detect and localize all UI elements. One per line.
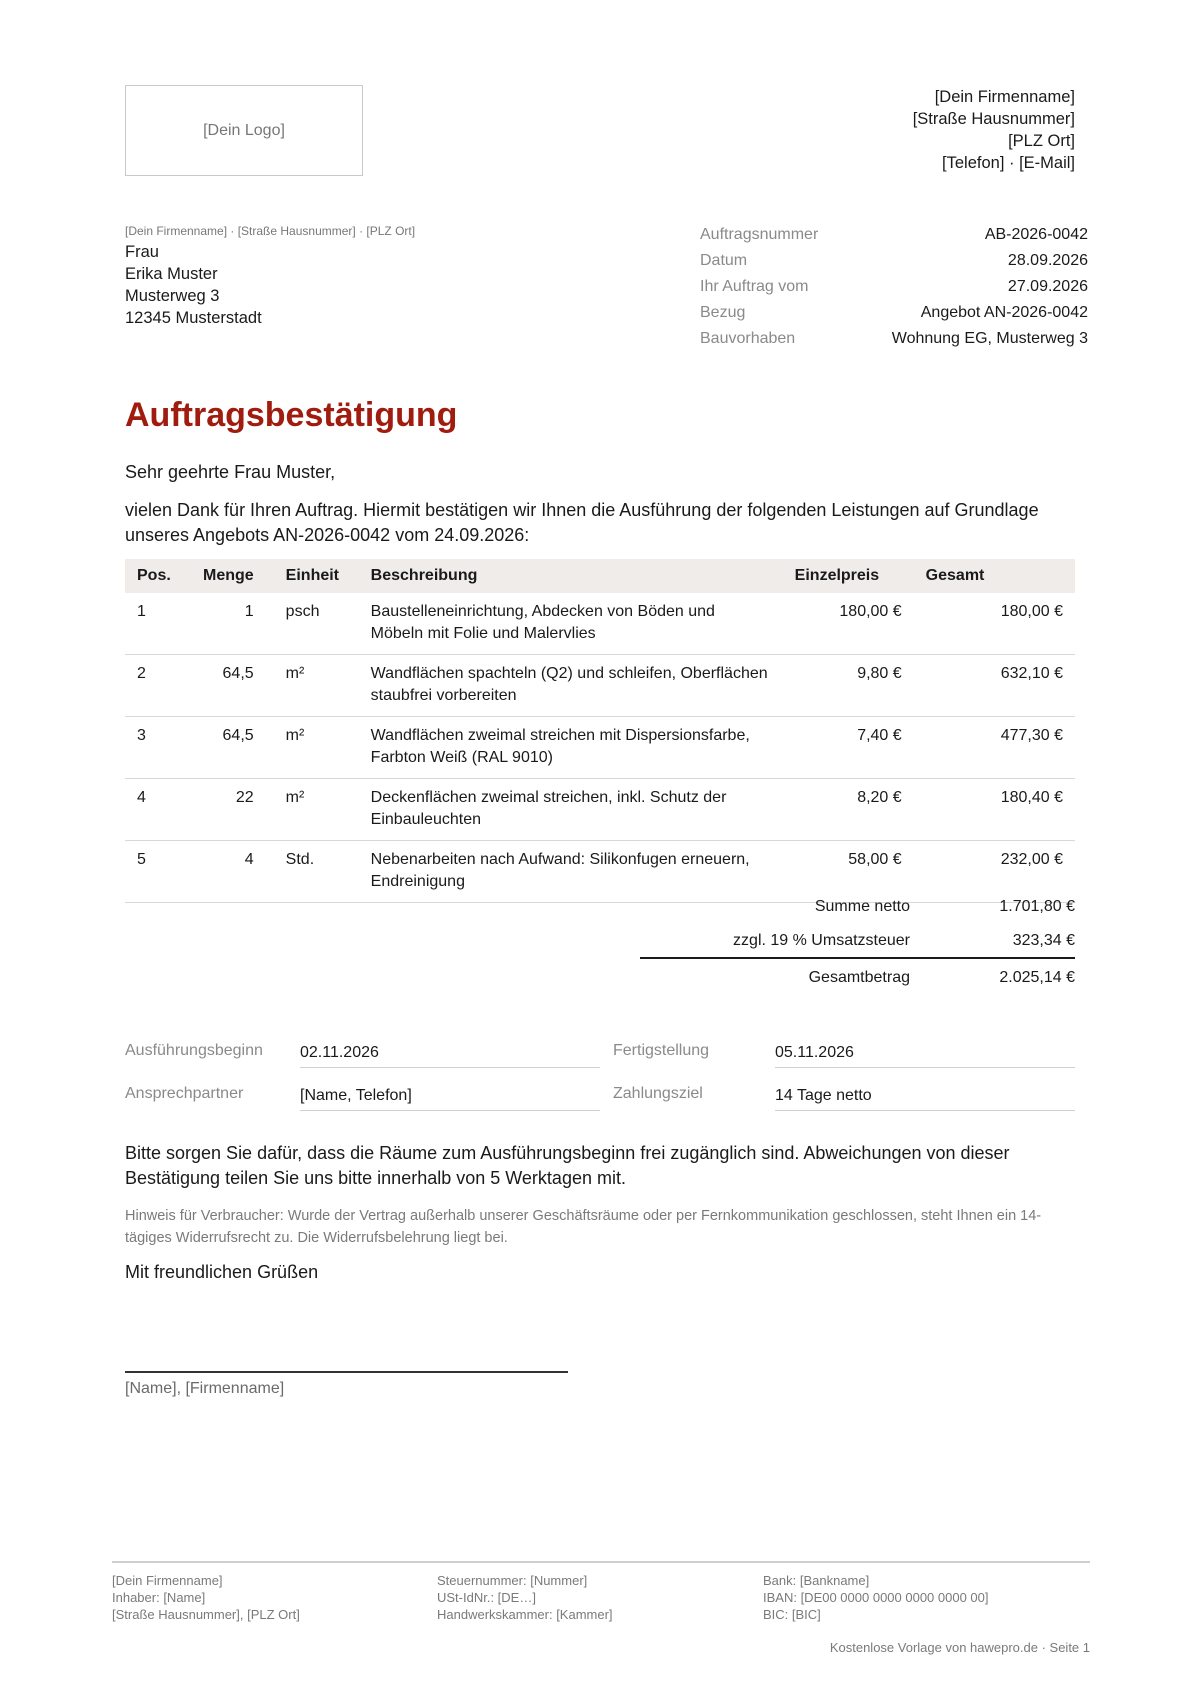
cell-menge: 64,5 xyxy=(191,717,266,779)
totals-net-value: 1.701,80 € xyxy=(999,898,1075,915)
footer-line: Handwerkskammer: [Kammer] xyxy=(437,1607,613,1622)
recipient-line: Musterweg 3 xyxy=(125,287,220,305)
items-table xyxy=(125,559,1075,903)
totals-tax-row xyxy=(640,930,1075,964)
cell-einheit: psch xyxy=(266,593,359,655)
totals-net-row xyxy=(640,896,1075,930)
totals-block xyxy=(640,896,1075,1001)
cell-gesamt: 232,00 € xyxy=(914,841,1075,903)
col-header-einheit: Einheit xyxy=(266,559,359,593)
meta-label: Datum xyxy=(700,252,748,269)
table-row xyxy=(125,841,1075,903)
cell-menge: 4 xyxy=(191,841,266,903)
cell-gesamt: 180,40 € xyxy=(914,779,1075,841)
meta-row-project xyxy=(700,328,1088,354)
meta-row-order-number xyxy=(700,224,1088,250)
cell-einzelpreis: 180,00 € xyxy=(783,593,914,655)
footer-line: Inhaber: [Name] xyxy=(112,1590,206,1605)
totals-net-label: Summe netto xyxy=(814,898,910,915)
intro-paragraph: vielen Dank für Ihren Auftrag. Hiermit bestätigen wir Ihnen die Ausführung der folgenden Leistungen auf Grundlage unseres Angebots AN-2026-0042 vom 24.09.2026: xyxy=(125,500,1039,545)
footer-divider xyxy=(112,1561,1090,1563)
greeting: Mit freundlichen Grüßen xyxy=(125,1262,319,1282)
payment-label: Zahlungsziel xyxy=(613,1085,703,1102)
details-row xyxy=(125,1036,1075,1079)
sender-line: [PLZ Ort] xyxy=(1008,132,1075,150)
payment-value: 14 Tage netto xyxy=(775,1079,1075,1111)
cell-einheit: m² xyxy=(266,655,359,717)
cell-gesamt: 632,10 € xyxy=(914,655,1075,717)
logo-placeholder-text: [Dein Logo] xyxy=(203,121,285,139)
cell-beschreibung: Baustelleneinrichtung, Abdecken von Böden und Möbeln mit Folie und Malervlies xyxy=(359,593,783,655)
finish-value: 05.11.2026 xyxy=(775,1036,1075,1068)
cell-gesamt: 180,00 € xyxy=(914,593,1075,655)
sender-line: [Telefon] · [E-Mail] xyxy=(942,154,1075,172)
footer-company xyxy=(112,1572,300,1623)
cell-einheit: m² xyxy=(266,779,359,841)
footer-bank xyxy=(763,1572,989,1623)
signature-line xyxy=(125,1371,568,1373)
contact-value: [Name, Telefon] xyxy=(300,1079,600,1111)
order-meta xyxy=(700,224,1088,354)
cell-einzelpreis: 8,20 € xyxy=(783,779,914,841)
cell-einzelpreis: 9,80 € xyxy=(783,655,914,717)
table-row xyxy=(125,779,1075,841)
totals-grand-row xyxy=(640,959,1075,1001)
meta-row-order-date xyxy=(700,276,1088,302)
footer-tax xyxy=(437,1572,613,1623)
document-title: Auftragsbestätigung xyxy=(125,396,458,434)
col-header-einzelpreis: Einzelpreis xyxy=(783,559,914,593)
meta-row-reference xyxy=(700,302,1088,328)
start-value: 02.11.2026 xyxy=(300,1036,600,1068)
cell-einheit: m² xyxy=(266,717,359,779)
footer-line: BIC: [BIC] xyxy=(763,1607,821,1622)
cell-beschreibung: Deckenflächen zweimal streichen, inkl. Schutz der Einbauleuchten xyxy=(359,779,783,841)
totals-grand-label: Gesamtbetrag xyxy=(808,969,910,986)
cell-gesamt: 477,30 € xyxy=(914,717,1075,779)
meta-value: Angebot AN-2026-0042 xyxy=(920,304,1088,321)
return-address-line: [Dein Firmenname] · [Straße Hausnummer] · [PLZ Ort] xyxy=(125,224,416,238)
meta-value: AB-2026-0042 xyxy=(984,226,1088,243)
recipient-line: 12345 Musterstadt xyxy=(125,309,262,327)
cell-einzelpreis: 7,40 € xyxy=(783,717,914,779)
cell-einheit: Std. xyxy=(266,841,359,903)
signature-name: [Name], [Firmenname] xyxy=(125,1380,285,1397)
meta-row-date xyxy=(700,250,1088,276)
cell-menge: 64,5 xyxy=(191,655,266,717)
col-header-beschreibung: Beschreibung xyxy=(359,559,783,593)
cell-menge: 1 xyxy=(191,593,266,655)
sender-line: [Straße Hausnummer] xyxy=(912,110,1075,128)
contact-label: Ansprechpartner xyxy=(125,1085,244,1102)
cell-pos: 4 xyxy=(125,779,191,841)
col-header-pos: Pos. xyxy=(125,559,191,593)
logo-placeholder xyxy=(125,85,363,176)
meta-label: Auftragsnummer xyxy=(700,226,819,243)
meta-label: Bezug xyxy=(700,304,746,321)
footer-credit: Kostenlose Vorlage von hawepro.de · Seite 1 xyxy=(829,1640,1090,1655)
table-row xyxy=(125,655,1075,717)
recipient-line: Frau xyxy=(125,243,159,261)
cell-pos: 3 xyxy=(125,717,191,779)
totals-tax-value: 323,34 € xyxy=(1012,932,1075,949)
cell-einzelpreis: 58,00 € xyxy=(783,841,914,903)
meta-label: Bauvorhaben xyxy=(700,330,796,347)
sender-line: [Dein Firmenname] xyxy=(934,88,1075,106)
footer-line: Steuernummer: [Nummer] xyxy=(437,1573,588,1588)
cell-pos: 2 xyxy=(125,655,191,717)
col-header-gesamt: Gesamt xyxy=(914,559,1075,593)
table-row xyxy=(125,717,1075,779)
meta-value: Wohnung EG, Musterweg 3 xyxy=(891,330,1088,347)
footer-line: Bank: [Bankname] xyxy=(763,1573,870,1588)
table-header-row xyxy=(125,559,1075,593)
cell-pos: 1 xyxy=(125,593,191,655)
sender-address xyxy=(913,86,1075,174)
consumer-note: Hinweis für Verbraucher: Wurde der Vertrag außerhalb unserer Geschäftsräume oder per Fernkommunikation geschlossen, steht Ihnen ein 14-tägiges Widerrufsrecht zu. Die Widerrufsbelehrung liegt bei. xyxy=(125,1208,1042,1246)
footer-line: USt-IdNr.: [DE…] xyxy=(437,1590,536,1605)
col-header-menge: Menge xyxy=(191,559,266,593)
recipient-address xyxy=(125,241,262,329)
execution-details xyxy=(125,1036,1075,1122)
recipient-line: Erika Muster xyxy=(125,265,218,283)
cell-pos: 5 xyxy=(125,841,191,903)
footer-line: IBAN: [DE00 0000 0000 0000 0000 00] xyxy=(763,1590,989,1605)
footer-line: [Dein Firmenname] xyxy=(112,1573,223,1588)
cell-beschreibung: Wandflächen zweimal streichen mit Dispersionsfarbe, Farbton Weiß (RAL 9010) xyxy=(359,717,783,779)
cell-beschreibung: Nebenarbeiten nach Aufwand: Silikonfugen erneuern, Endreinigung xyxy=(359,841,783,903)
finish-label: Fertigstellung xyxy=(613,1042,710,1059)
cell-menge: 22 xyxy=(191,779,266,841)
table-row xyxy=(125,593,1075,655)
totals-grand-value: 2.025,14 € xyxy=(999,969,1075,986)
meta-value: 27.09.2026 xyxy=(1007,278,1088,295)
closing-paragraph: Bitte sorgen Sie dafür, dass die Räume zum Ausführungsbeginn frei zugänglich sind. Abweichungen von dieser Bestätigung teilen Sie uns bitte innerhalb von 5 Werktagen mit. xyxy=(125,1143,1010,1188)
start-label: Ausführungsbeginn xyxy=(125,1042,263,1059)
meta-label: Ihr Auftrag vom xyxy=(700,278,809,295)
totals-tax-label: zzgl. 19 % Umsatzsteuer xyxy=(733,932,910,949)
salutation: Sehr geehrte Frau Muster, xyxy=(125,462,336,482)
details-row xyxy=(125,1079,1075,1122)
cell-beschreibung: Wandflächen spachteln (Q2) und schleifen, Oberflächen staubfrei vorbereiten xyxy=(359,655,783,717)
footer-line: [Straße Hausnummer], [PLZ Ort] xyxy=(112,1607,300,1622)
meta-value: 28.09.2026 xyxy=(1007,252,1088,269)
